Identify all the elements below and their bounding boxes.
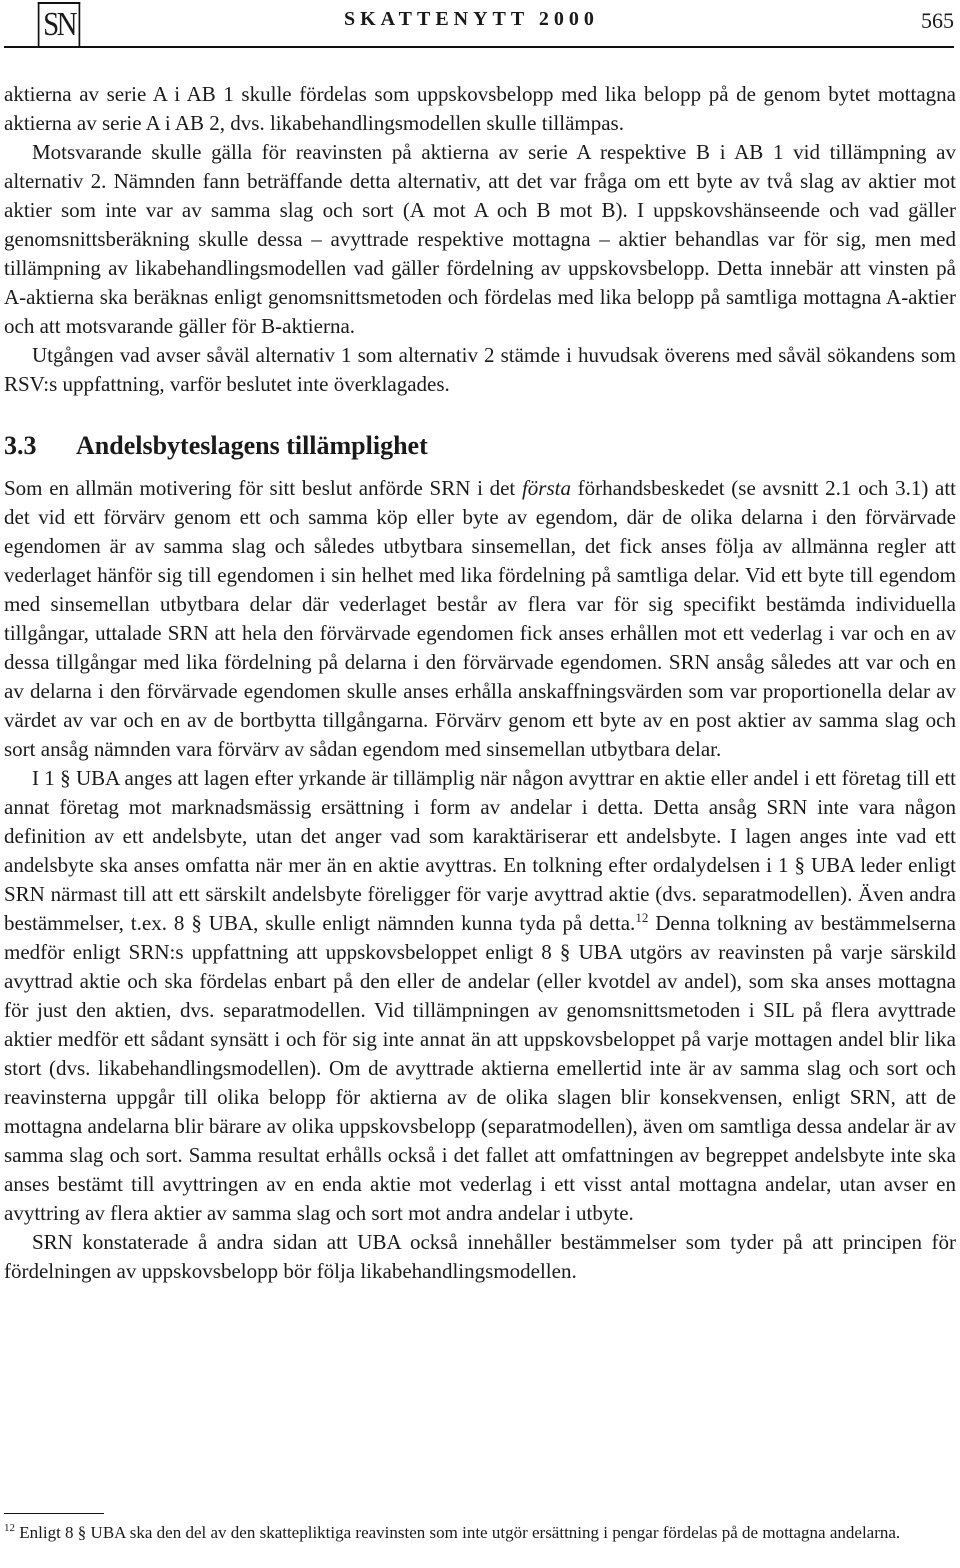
paragraph-outcome: Utgången vad avser såväl alternativ 1 som alternativ 2 stämde i huvudsak överens med såväl sökandens som RSV:s uppfattning, varför beslutet inte överklagades. (4, 343, 956, 396)
text-run: I 1 § UBA anges att lagen efter yrkande är tillämplig när någon avyttrar en aktie eller andel i ett företag till ett annat företag mot marknadsmässig ersättning i form av andelar i detta. Detta ansåg SRN inte vara någon definition av ett andelsbyte, utan det anger vad som karaktäriserar ett andelsbyte. I lagen anges inte vad ett andelsbyte ska anses omfatta när mer än en aktie avyttras. En tolkning efter ordalydelsen i 1 § UBA leder enligt SRN närmast till att ett särskilt andelsbyte föreligger för varje avyttrad aktie (dvs. separatmodellen). Även andra bestämmelser, t.ex. 8 § UBA, skulle enligt nämnden kunna tyda på detta. (4, 766, 956, 935)
page-number: 565 (921, 8, 954, 33)
section-number: 3.3 (4, 431, 37, 460)
paragraph-uba (4, 764, 956, 1228)
paragraph-continued: aktierna av serie A i AB 1 skulle fördelas som uppskovsbelopp med lika belopp på de genom bytet mottagna aktierna av serie A i AB 2, dvs. likabehandlingsmodellen skulle tillämpas. (4, 82, 956, 135)
text-run: Som en allmän motivering för sitt beslut anförde SRN i det (4, 476, 522, 500)
emphasis-text: första (521, 476, 571, 500)
section-title: Andelsbyteslagens tillämplighet (76, 431, 428, 460)
footnote-divider (4, 1513, 104, 1514)
text-run: förhandsbeskedet (se avsnitt 2.1 och 3.1) att det vid ett förvärv genom ett och samma köp eller byte av egendom, där de olika delarna i den förvärvade egendomen är av samma slag och således utbytbara sinsemellan, det fick anses följa av allmänna regler att vederlaget hänför sig till egendomen i sin helhet med lika fördelning på samtliga delar. Vid ett byte till egendom med sinsemellan utbytbara delar där vederlaget består av flera var för sig specifikt bestämda individuella tillgångar, uttalade SRN att hela den förvärvade egendomen fick anses erhållen mot ett vederlag i var och en av dessa tillgångar med lika fördelning på delarna i den förvärvade egendomen. SRN ansåg således att var och en av delarna i den förvärvade egendomen skulle anses erhålla anskaffningsvärden som var proportionella delar av värdet av var och en av de bortbytta tillgångarna. Förvärv genom ett byte av en post aktier av samma slag och sort ansåg nämnden vara förvärv av sådan egendom med sinsemellan utbytbara delar. (4, 476, 956, 761)
footnote-number: 12 (4, 1522, 15, 1534)
text-run: Denna tolkning av bestämmelserna medför enligt SRN:s uppfattning att uppskovsbeloppet enligt 8 § UBA utgörs av reavinsten på varje särskild avyttrad aktie och ska fördelas enbart på den eller de andelar (eller kvotdel av andel), som ska anses mottagna för just den aktien, dvs. separatmodellen. Vid tillämpningen av genomsnittsmetoden i SIL på flera avyttrade aktier medför ett sådant synsätt i och för sig inte annat än att uppskovsbeloppet på varje mottagen andel blir lika stort (dvs. likabehandlingsmodellen). Om de avyttrade aktierna emellertid inte är av samma slag och sort och reavinsterna uppgår till olika belopp för aktierna av de olika slagen blir konsekvensen, enligt SRN, att de mottagna andelarna blir bärare av olika uppskovsbelopp (separatmodellen), även om samtliga dessa andelar är av samma slag och sort. Samma resultat erhålls också i det fallet att omfattningen av begreppet andelsbyte inte ska anses bestämt till avyttringen av en enda aktie mot vederlag i ett visst antal mottagna andelar, utan avser en avyttring av flera aktier av samma slag och sort mot andra andelar i utbyte. (4, 911, 956, 1225)
footnote-reference[interactable]: 12 (635, 910, 649, 925)
journal-title: SKATTENYTT 2000 (344, 8, 599, 30)
footnote-text: Enligt 8 § UBA ska den del av den skattepliktiga reavinsten som inte utgör ersättning i pengar fördelas på de mottagna andelarna. (15, 1523, 901, 1542)
body-text (4, 80, 956, 1286)
section-heading (4, 430, 956, 462)
footnote (4, 1521, 956, 1544)
journal-logo: SN (38, 2, 81, 46)
paragraph-alternative-2: Motsvarande skulle gälla för reavinsten på aktierna av serie A respektive B i AB 1 vid tillämpning av alternativ 2. Nämnden fann beträffande detta alternativ, att det var fråga om ett byte av två slag av aktier mot aktier som inte var av samma slag och sort (A mot A och B mot B). I uppskovshänseende och vad gäller genomsnittsberäkning skulle dessa – avyttrade respektive mottagna – aktier behandlas var för sig, men med tillämpning av likabehandlingsmodellen vad gäller fördelning av uppskovsbelopp. Detta innebär att vinsten på A-aktierna ska beräknas enligt genomsnittsmetoden och fördelas med lika belopp på samtliga mottagna A-aktier och att motsvarande gäller för B-aktierna. (4, 140, 956, 338)
paragraph-conclusion: SRN konstaterade å andra sidan att UBA också innehåller bestämmelser som tyder på att principen för fördelningen av uppskovsbelopp bör följa likabehandlingsmodellen. (4, 1230, 956, 1283)
page-header (4, 0, 954, 48)
paragraph-motivation (4, 474, 956, 764)
